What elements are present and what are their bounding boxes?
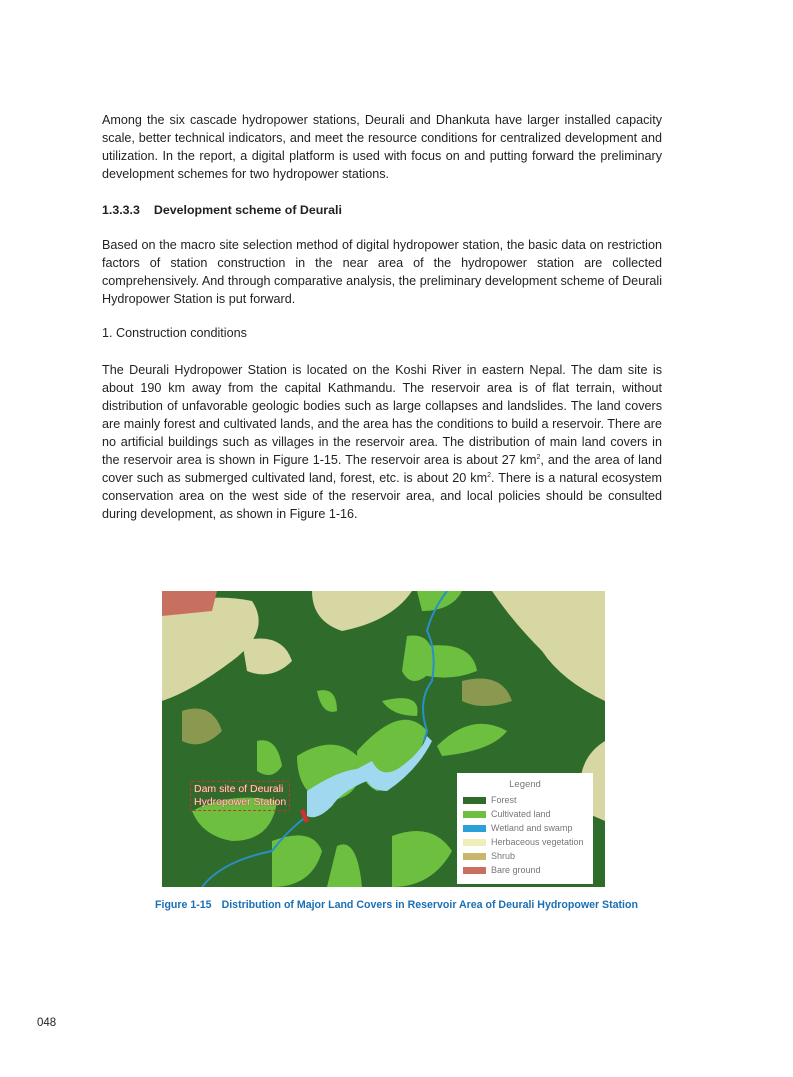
swatch-shrub-icon xyxy=(463,853,486,860)
map-legend xyxy=(457,773,593,884)
subheading: 1. Construction conditions xyxy=(102,326,247,340)
legend-item xyxy=(457,863,593,877)
legend-label: Herbaceous vegetation xyxy=(491,837,584,847)
figure-caption-text: Distribution of Major Land Covers in Reservoir Area of Deurali Hydropower Station xyxy=(221,899,638,911)
text: . There is a natural ecosystem conservation area on the west side of the reservoir area, and local policies should be consulted during development, as shown in Figure 1-16. xyxy=(102,471,662,521)
legend-label: Bare ground xyxy=(491,865,541,875)
section-number: 1.3.3.3 xyxy=(102,203,140,217)
swatch-wetland-icon xyxy=(463,825,486,832)
legend-title: Legend xyxy=(509,779,541,790)
dam-site-label xyxy=(190,781,290,811)
paragraph-conditions xyxy=(102,361,662,523)
paragraph-method: Based on the macro site selection method of digital hydropower station, the basic data on restriction factors of station construction in the near area of the hydropower station are collected comprehensively. And through comparative analysis, the preliminary development scheme of Deurali Hydropower Station is put forward. xyxy=(102,238,662,306)
legend-item xyxy=(457,849,593,863)
swatch-herbaceous-icon xyxy=(463,839,486,846)
legend-label: Cultivated land xyxy=(491,809,551,819)
legend-item xyxy=(457,807,593,821)
superscript: 2 xyxy=(487,471,491,479)
legend-item xyxy=(457,821,593,835)
legend-item xyxy=(457,835,593,849)
dam-label-line: Dam site of Deurali xyxy=(194,783,284,795)
legend-item xyxy=(457,793,593,807)
swatch-bare-ground-icon xyxy=(463,867,486,874)
figure-caption xyxy=(0,899,793,911)
page-number: 048 xyxy=(37,1017,57,1029)
superscript: 2 xyxy=(536,453,541,461)
dam-label-line: Hydropower Station xyxy=(194,796,287,808)
section-heading xyxy=(102,203,342,217)
section-title: Development scheme of Deurali xyxy=(153,203,342,217)
text: The Deurali Hydropower Station is located on the Koshi River in eastern Nepal. The dam site is about 190 km away from the capital Kathmandu. The reservoir area is of flat terrain, without distribution of unfavorable geologic bodies such as large collapses and landslides. The land covers are mainly forest and cultivated lands, and the area has the conditions to build a reservoir. There are no artificial buildings such as villages in the reservoir area. The distribution of main land covers in the reservoir area is shown in Figure 1-15. The reservoir area is about 27 km xyxy=(102,363,662,467)
figure-number: Figure 1-15 xyxy=(155,899,212,911)
paragraph-intro: Among the six cascade hydropower stations, Deurali and Dhankuta have larger installed capacity scale, better technical indicators, and meet the resource conditions for centralized development and utilization. In the report, a digital platform is used with focus on and putting forward the preliminary development schemes for two hydropower stations. xyxy=(102,113,662,181)
legend-label: Shrub xyxy=(491,851,516,861)
text: , and the area of land cover such as submerged cultivated land, forest, etc. is about 20 km xyxy=(102,453,662,485)
legend-label: Forest xyxy=(491,795,517,805)
legend-label: Wetland and swamp xyxy=(491,823,573,833)
swatch-cultivated-icon xyxy=(463,811,486,818)
swatch-forest-icon xyxy=(463,797,486,804)
